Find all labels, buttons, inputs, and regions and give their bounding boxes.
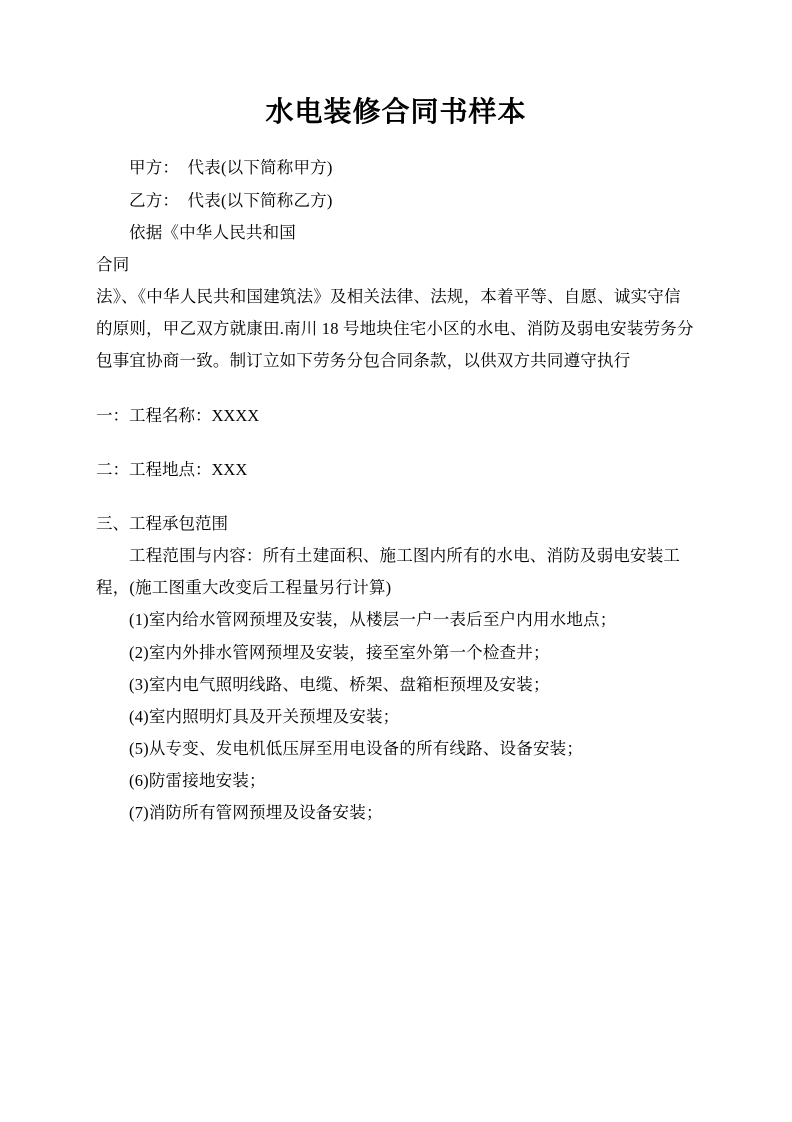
list-item: (7)消防所有管网预埋及设备安装； [129, 803, 383, 823]
section-heading-1: 一：工程名称：XXXX [96, 405, 260, 425]
preamble-line-1: 依据《中华人民共和国 [129, 222, 296, 242]
list-item: (1)室内给水管网预埋及安装，从楼层一户一表后至户内用水地点； [129, 610, 617, 630]
spacer [96, 486, 696, 508]
spacer [96, 378, 696, 400]
spacer [96, 432, 696, 454]
page-title: 水电装修合同书样本 [265, 96, 527, 127]
party-line-a: 甲方： 代表(以下简称甲方) [129, 158, 333, 178]
preamble-body: 法》、《中华人民共和国建筑法》及相关法律、法规，本着平等、自愿、诚实守信的原则，甲乙双方就康田.南川 18 号地块住宅小区的水电、消防及弱电安装劳务分包事宜协商一致。制订立如下劳务分包合同条款，以供双方共同遵守执行 [96, 287, 694, 371]
list-item: (2)室内外排水管网预埋及安装，接至室外第一个检查井； [129, 642, 550, 662]
party-line-b: 乙方： 代表(以下简称乙方) [129, 190, 333, 210]
list-item: (6)防雷接地安装； [129, 771, 266, 791]
preamble-line-2: 合同 [96, 254, 130, 274]
list-item: (4)室内照明灯具及开关预埋及安装； [129, 706, 400, 726]
section-heading-3: 三、工程承包范围 [96, 513, 228, 533]
list-item: (5)从专变、发电机低压屏至用电设备的所有线路、设备安装； [129, 739, 584, 759]
list-item: (3)室内电气照明线路、电缆、桥架、盘箱柜预埋及安装； [129, 674, 550, 694]
section-3-intro: 工程范围与内容：所有土建面积、施工图内所有的水电、消防及弱电安装工程，(施工图重大改变后工程量另行计算) [96, 546, 681, 598]
section-heading-2: 二：工程地点：XXX [96, 459, 248, 479]
